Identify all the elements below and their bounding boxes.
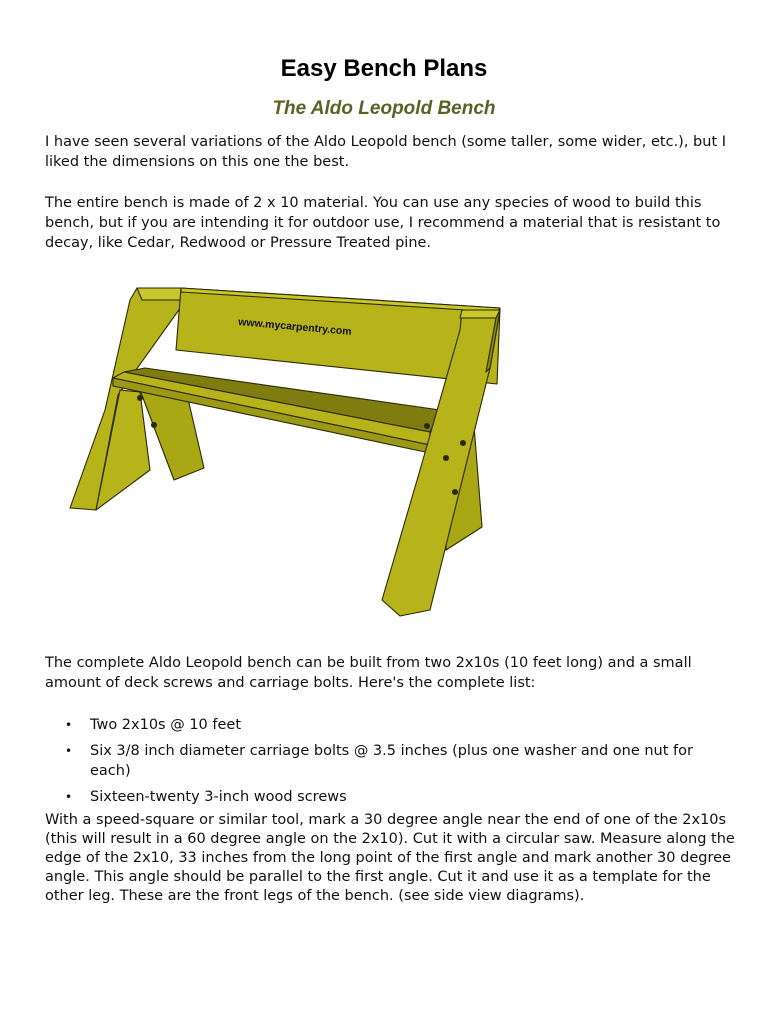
instructions-paragraph: With a speed-square or similar tool, mark a 30 degree angle near the end of one of the 2x10s (this will result in a 60 degree angle on the 2x10). Cut it with a circular saw. Measure along the edge of the 2x10, 33 inches from the long point of the first angle and mark another 30 degree angle. This angle should be parallel to the first angle. Cut it and use it as a template for the other leg. These are the front legs of the bench. (see side view diagrams).: [45, 812, 735, 904]
material-paragraph: The entire bench is made of 2 x 10 material. You can use any species of wood to build this bench, but if you are intending it for outdoor use, I recommend a material that is resistant to decay, like Cedar, Redwood or Pressure Treated pine.: [45, 195, 721, 251]
materials-list: [45, 715, 735, 813]
bench-illustration: [60, 280, 510, 620]
page-title: Easy Bench Plans: [280, 55, 488, 82]
bolt: [138, 396, 143, 401]
bullet-icon: •: [65, 718, 73, 732]
bullet-icon: •: [65, 744, 73, 758]
bolt: [152, 423, 157, 428]
bullet-icon: •: [65, 790, 73, 804]
intro-paragraph: I have seen several variations of the Aldo Leopold bench (some taller, some wider, etc.), but I liked the dimensions on this one the best.: [45, 134, 727, 170]
bolt: [425, 424, 430, 429]
bolt: [444, 456, 449, 461]
list-item: • Six 3/8 inch diameter carriage bolts @ 3.5 inches (plus one washer and one nut for each): [65, 743, 693, 779]
page-subtitle: The Aldo Leopold Bench: [272, 98, 496, 119]
bolt: [453, 490, 458, 495]
watermark-text: www.mycarpentry.com: [237, 316, 353, 338]
bolt: [461, 441, 466, 446]
list-item: • Two 2x10s @ 10 feet: [65, 717, 242, 733]
list-item: • Sixteen-twenty 3-inch wood screws: [65, 789, 347, 805]
materials-intro-paragraph: The complete Aldo Leopold bench can be built from two 2x10s (10 feet long) and a small amount of deck screws and carriage bolts. Here's the complete list:: [45, 655, 692, 691]
